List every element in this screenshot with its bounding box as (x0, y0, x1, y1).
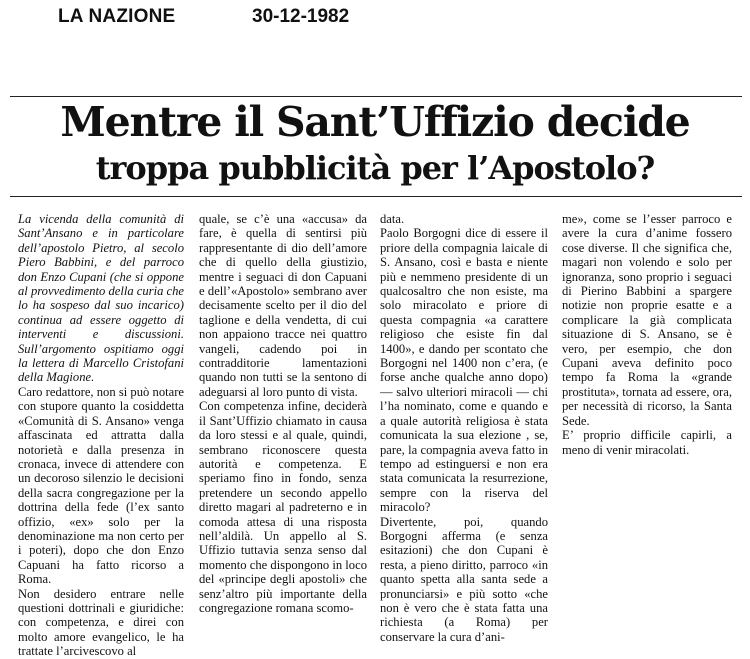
article-subheadline: troppa pubblicità per l’Apostolo? (95, 149, 655, 187)
article-column-3 (380, 212, 548, 644)
article-paragraph: Divertente, poi, quando Borgogni afferma (e senza esitazioni) che don Cupani è resta, a pieno diritto, parroco «in quanto spetta alla santa sede a pronunciarsi» e più sotto «che non è vero che è stata fatta una richiesta (a Roma) per conservare la cura d’ani- (380, 514, 548, 644)
newspaper-name: LA NAZIONE (58, 6, 176, 27)
article-column-1 (18, 212, 184, 659)
article-paragraph: data. (380, 212, 405, 226)
headline-bottom-rule (10, 196, 742, 197)
article-paragraph: me», come se l’esser parroco e avere la cura d’anime fossero cose diverse. Il che significa che, magari non volendo e solo per ignoranza, sono proprio i seguaci di Pierino Babbini a spargere notizie non proprie esatte e a complicare la già complicata situazione di S. Ansano, se è vero, per esempio, che don Cupani aveva definito poco tempo fa Roma la «grande prostituta», tornata ad essere, ora, per necessità di ricorso, la Santa Sede. (562, 212, 732, 428)
article-paragraph: Non desidero entrare nelle questioni dottrinali e giuridiche: con competenza, e direi con molto amore evangelico, le ha trattate l’arcivescovo al (18, 586, 184, 659)
article-paragraph: Caro redattore, non si può notare con stupore quanto la cosiddetta «Comunità di S. Ansano» venga affascinata ed attratta dalla notorietà e dalla presenza in cronaca, invece di attendere con un decoroso silenzio le decisioni della sacra congregazione per la dottrina della fede (l’ex santo offizio, «ex» solo per la denominazione ma non certo per i poteri), dopo che don Enzo Capuani ha fatto ricorso a Roma. (18, 384, 184, 587)
publication-date: 30-12-1982 (252, 6, 350, 27)
headline-top-rule (10, 96, 742, 97)
article-paragraph: E’ proprio difficile capirli, a meno di venir miracolati. (562, 428, 732, 457)
article-paragraph: quale, se c’è una «accusa» da fare, è quella di sentirsi più rappresentante di dio dell’amore che di quello della giustizio, mentre i seguaci di don Capuani e dell’«Apostolo» sembrano aver decisamente scelto per il dio del taglione e della vendetta, di cui non appaiono tracce nei quattro vangeli, cadendo poi in contradditorie lamentazioni quando non tutti se la sentono di adeguarsi al loro punto di vista. (199, 212, 367, 399)
article-paragraph: Paolo Borgogni dice di essere il priore della compagnia laicale di S. Ansano, così e basta e niente più e nemmeno presidente di un qualcosaltro che non esiste, ma solo miracolato e priore di questa compagnia «a carattere religioso che esiste fin dal 1400», e dando per scontato che Borgogni nel 1400 non c’era, (e forse anche qualche anno dopo) — salvo ulteriori miracoli — chi l’ha nominato, come e quando e a quale autorità religiosa è stata comunicata la sua elezione , se, pare, la compagnia aveva fatto in tempo ad estinguersi e non era stata comunicata la resurrezione, sempre con la riserva del miracolo? (380, 226, 548, 515)
article-column-4 (562, 212, 732, 624)
article-column-2 (199, 212, 367, 624)
article-headline: Mentre il Sant’Uffizio decide (60, 98, 690, 146)
article-paragraph: Con competenza infine, deciderà il Sant’Uffizio chiamato in causa da loro stessi e al quale, quindi, sembrano riconoscere questa autorità e competenza. E speriamo fino in fondo, senza pretendere un secondo appello diretto magari al padreterno e in comoda attesa di una risposta nell’aldilà. Un appello al S. Uffizio tuttavia senza senso dal momento che dispongono in loco del «principe degli apostoli» che senz’altro più importante della congregazione romana scomo- (199, 399, 367, 615)
article-intro: La vicenda della comunità di Sant’Ansano e in particolare dell’apostolo Pietro, al secolo Piero Babbini, e del parroco don Enzo Cupani (che si oppone al provvedimento della curia che lo ha sospeso dal suo incarico) continua ad essere oggetto di interventi e discussioni. Sull’argomento ospitiamo oggi la lettera di Marcello Cristofani della Magione. (18, 212, 184, 385)
